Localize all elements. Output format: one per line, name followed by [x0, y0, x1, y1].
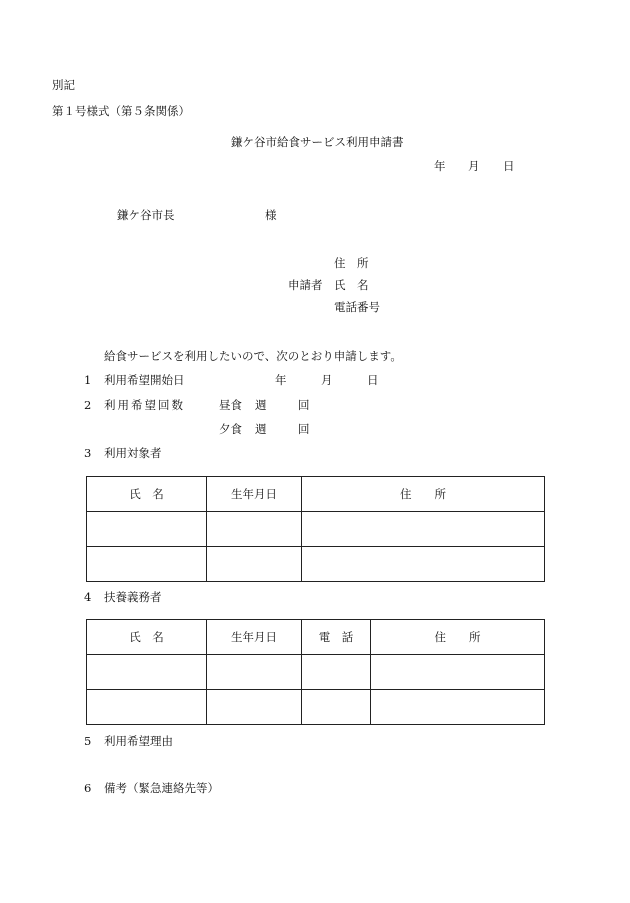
item-1-month: 月	[321, 373, 333, 387]
item-6-label: 備考（緊急連絡先等）	[104, 781, 219, 795]
header-address: 住 所	[371, 620, 545, 655]
item-6-number: 6	[84, 781, 92, 795]
date-day-label: 日	[503, 159, 515, 173]
header-phone: 電 話	[302, 620, 371, 655]
address-cell[interactable]	[371, 655, 545, 690]
item-2-number: 2	[84, 398, 92, 412]
table-row	[87, 690, 545, 725]
addressee-name: 鎌ケ谷市長	[117, 208, 175, 222]
table-row	[87, 655, 545, 690]
applicant-name-label: 氏 名	[334, 278, 369, 292]
item-3-number: 3	[84, 446, 92, 460]
item-5-label: 利用希望理由	[104, 734, 173, 748]
item-4-number: 4	[84, 590, 92, 604]
header-name: 氏 名	[87, 477, 207, 512]
name-cell[interactable]	[87, 547, 207, 582]
header-birthdate: 生年月日	[207, 620, 302, 655]
table-row	[87, 547, 545, 582]
item-4-label: 扶養義務者	[104, 590, 162, 604]
birthdate-cell[interactable]	[207, 547, 302, 582]
address-cell[interactable]	[302, 547, 545, 582]
table-row	[87, 512, 545, 547]
item-2-dinner-week: 週	[255, 422, 267, 436]
header-address: 住 所	[302, 477, 545, 512]
item-2-lunch: 昼食	[219, 398, 242, 412]
name-cell[interactable]	[87, 655, 207, 690]
document-title: 鎌ケ谷市給食サービス利用申請書	[231, 135, 404, 149]
item-1-label: 利用希望開始日	[104, 373, 185, 387]
item-2-dinner: 夕食	[219, 422, 242, 436]
annex-label: 別記	[52, 78, 75, 92]
item-2-dinner-times: 回	[298, 422, 310, 436]
table-header-row	[87, 620, 545, 655]
name-cell[interactable]	[87, 690, 207, 725]
applicant-phone-label: 電話番号	[334, 300, 380, 314]
item-2-label: 利用希望回数	[104, 398, 185, 412]
item-1-number: 1	[84, 373, 92, 387]
guardian-table	[86, 619, 545, 725]
item-2-lunch-times: 回	[298, 398, 310, 412]
phone-cell[interactable]	[302, 655, 371, 690]
applicant-address-label: 住 所	[334, 256, 369, 270]
birthdate-cell[interactable]	[207, 512, 302, 547]
target-person-table	[86, 476, 545, 582]
address-cell[interactable]	[302, 512, 545, 547]
item-1-day: 日	[367, 373, 379, 387]
phone-cell[interactable]	[302, 690, 371, 725]
intro-text: 給食サービスを利用したいので、次のとおり申請します。	[104, 349, 402, 363]
item-3-label: 利用対象者	[104, 446, 162, 460]
form-number: 第１号様式（第５条関係）	[52, 104, 190, 118]
birthdate-cell[interactable]	[207, 690, 302, 725]
name-cell[interactable]	[87, 512, 207, 547]
date-year-label: 年	[434, 159, 446, 173]
birthdate-cell[interactable]	[207, 655, 302, 690]
header-birthdate: 生年月日	[207, 477, 302, 512]
item-2-lunch-week: 週	[255, 398, 267, 412]
address-cell[interactable]	[371, 690, 545, 725]
header-name: 氏 名	[87, 620, 207, 655]
table-header-row	[87, 477, 545, 512]
item-5-number: 5	[84, 734, 92, 748]
date-month-label: 月	[468, 159, 480, 173]
addressee-honorific: 様	[265, 208, 277, 222]
applicant-label: 申請者	[288, 278, 323, 292]
item-1-year: 年	[275, 373, 287, 387]
